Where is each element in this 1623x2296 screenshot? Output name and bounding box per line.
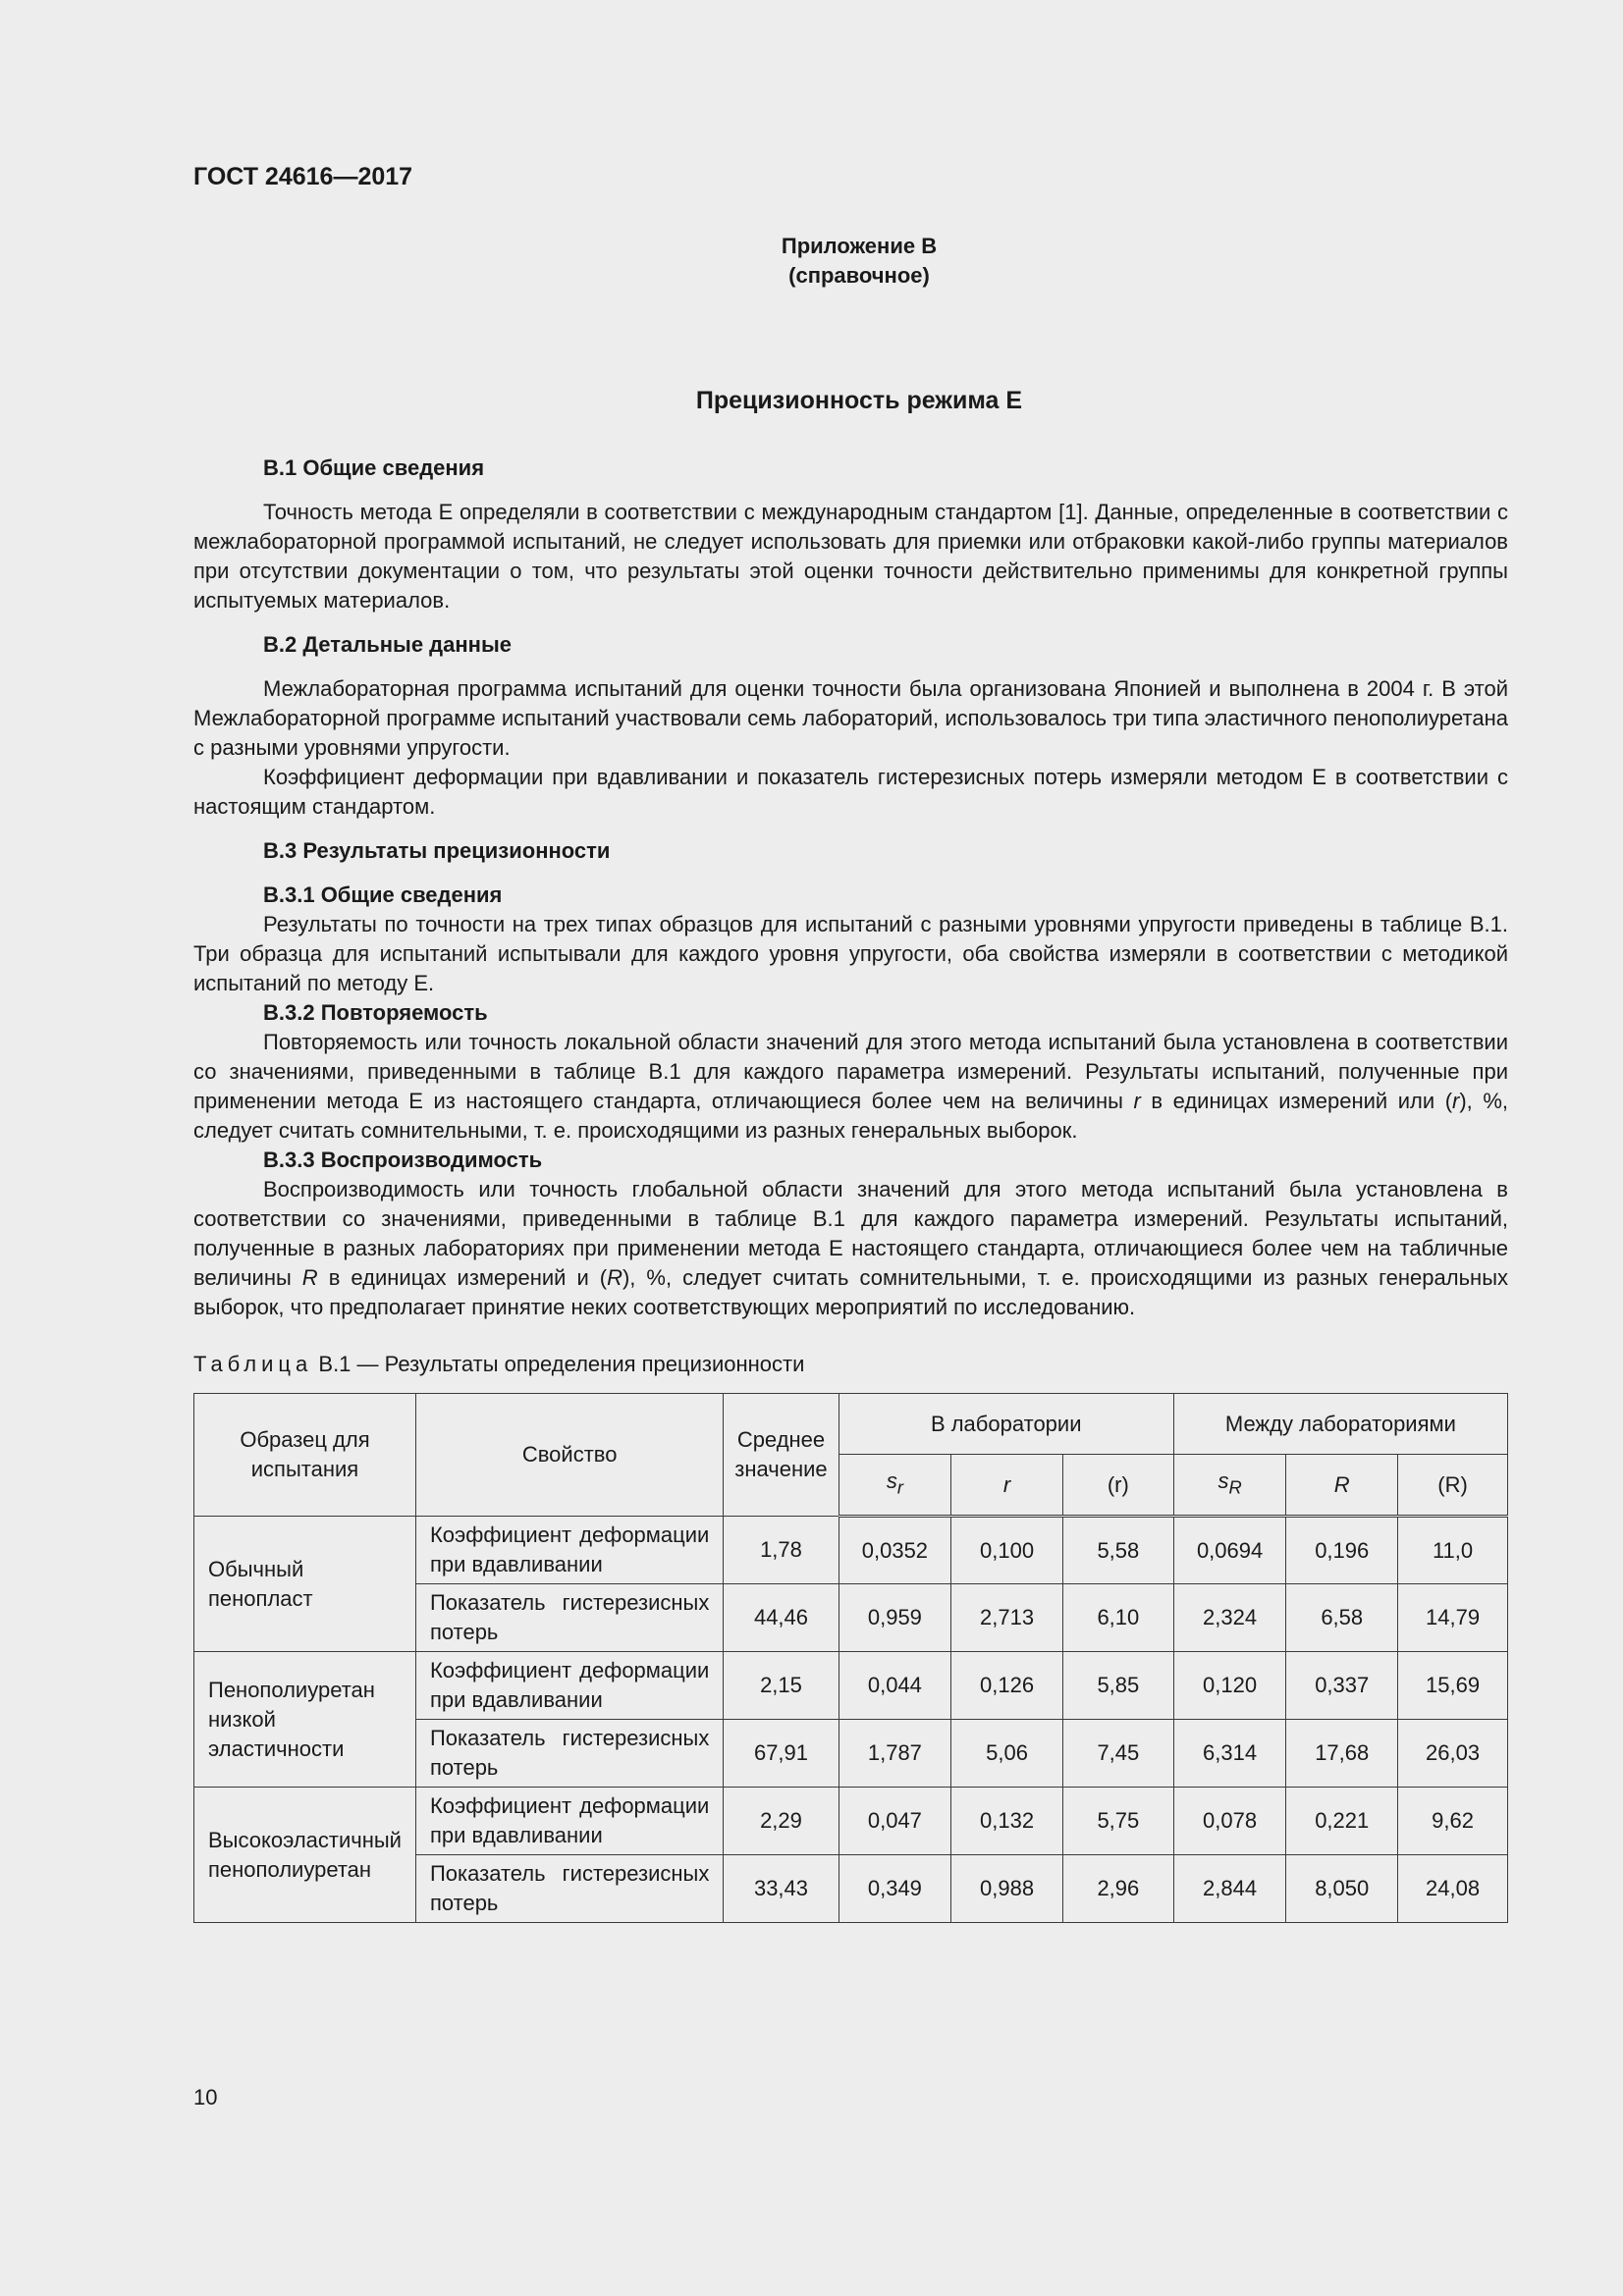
value-cell: 0,349 [839, 1855, 951, 1923]
col-header-between-labs: Между лабораториями [1173, 1394, 1507, 1455]
col-header-sR: $s_R$ [1173, 1455, 1286, 1517]
section-heading-b1: В.1 Общие сведения [263, 455, 485, 480]
value-cell: 2,29 [724, 1788, 839, 1855]
value-cell: 0,078 [1173, 1788, 1286, 1855]
value-cell: 2,713 [951, 1584, 1063, 1652]
value-cell: 26,03 [1398, 1720, 1508, 1788]
sample-cell: Пенополиуретан низкой эластичности [194, 1652, 416, 1788]
value-cell: 0,221 [1286, 1788, 1398, 1855]
annex-label: Приложение В [781, 234, 938, 258]
value-cell: 8,050 [1286, 1855, 1398, 1923]
col-header-sample: Образец для испытания [194, 1394, 416, 1517]
value-cell: 67,91 [724, 1720, 839, 1788]
property-cell: Коэффициент деформации при вдавливании [415, 1788, 723, 1855]
col-header-R-percent: (R) [1398, 1455, 1508, 1517]
value-cell: 9,62 [1398, 1788, 1508, 1855]
value-cell: 0,132 [951, 1788, 1063, 1855]
annex-title: Прецизионность режима Е [695, 387, 1023, 414]
value-cell: 0,120 [1173, 1652, 1286, 1720]
property-cell: Коэффициент деформации при вдавливании [415, 1652, 723, 1720]
value-cell: 33,43 [724, 1855, 839, 1923]
value-cell: 6,314 [1173, 1720, 1286, 1788]
value-cell: 0,0694 [1173, 1517, 1286, 1584]
section-heading-b3: В.3 Результаты прецизионности [263, 838, 611, 863]
section-heading-b2: В.2 Детальные данные [263, 632, 512, 657]
paragraph-b1: Точность метода Е определяли в соответствии с международным стандартом [1]. Данные, определенные в соответствии с межлабораторной программой испытаний, не следует использовать для приемки или отбраковки какой-либо группы материалов при отсутствии документации о том, что результаты этой оценки точности действительно применимы для конкретной группы испытуемых материалов. [193, 500, 1508, 613]
paragraph-b2-2: Коэффициент деформации при вдавливании и показатель гистерезисных потерь измеряли методом Е в соответствии с настоящим стандартом. [193, 765, 1508, 819]
table-row [194, 1517, 1508, 1584]
table-row [194, 1652, 1508, 1720]
value-cell: 0,959 [839, 1584, 951, 1652]
annex-heading [589, 232, 1129, 291]
value-cell: 5,75 [1062, 1788, 1173, 1855]
value-cell: 7,45 [1062, 1720, 1173, 1788]
value-cell: 1,78 [724, 1517, 839, 1584]
col-header-property: Свойство [415, 1394, 723, 1517]
value-cell: 1,787 [839, 1720, 951, 1788]
property-cell: Коэффициент деформации при вдавливании [415, 1517, 723, 1584]
sample-cell: Обычный пенопласт [194, 1517, 416, 1652]
annex-type: (справочное) [788, 263, 930, 288]
page-number: 10 [193, 2085, 218, 2109]
value-cell: 0,0352 [839, 1517, 951, 1584]
col-header-r: r [951, 1455, 1063, 1517]
table-body [194, 1517, 1508, 1923]
standard-designation: ГОСТ 24616—2017 [193, 163, 413, 190]
col-header-sr: $s_r$ [839, 1455, 951, 1517]
col-header-R: R [1286, 1455, 1398, 1517]
property-cell: Показатель гистерезисных потерь [415, 1720, 723, 1788]
paragraph-b32: Повторяемость или точность локальной области значений для этого метода испытаний была установлена в соответствии со значениями, приведенными в таблице В.1 для каждого параметра измерений. Результаты испытаний, полученные при применении метода Е из настоящего стандарта, отличающиеся более чем на величины r в единицах измерений или (r), %, следует считать сомнительными, т. е. происходящими из разных генеральных выборок. [193, 1030, 1509, 1143]
paragraph-b2-1: Межлабораторная программа испытаний для оценки точности была организована Японией и выполнена в 2004 г. В этой Межлабораторной программе испытаний участвовали семь лабораторий, использовалось три типа эластичного пенополиуретана с разными уровнями упругости. [193, 676, 1508, 760]
value-cell: 2,844 [1173, 1855, 1286, 1923]
value-cell: 2,96 [1062, 1855, 1173, 1923]
value-cell: 14,79 [1398, 1584, 1508, 1652]
paragraph-b31: Результаты по точности на трех типах образцов для испытаний с разными уровнями упругости приведены в таблице В.1. Три образца для испытаний испытывали для каждого уровня упругости, оба свойства измеряли в соответствии с методикой испытаний по методу Е. [193, 912, 1508, 995]
section-heading-b31: В.3.1 Общие сведения [263, 882, 503, 907]
value-cell: 11,0 [1398, 1517, 1508, 1584]
section-heading-b33: В.3.3 Воспроизводимость [263, 1148, 543, 1172]
value-cell: 44,46 [724, 1584, 839, 1652]
value-cell: 0,100 [951, 1517, 1063, 1584]
section-heading-b32: В.3.2 Повторяемость [263, 1000, 488, 1025]
document-body [193, 454, 1508, 1923]
property-cell: Показатель гистерезисных потерь [415, 1584, 723, 1652]
value-cell: 0,044 [839, 1652, 951, 1720]
value-cell: 5,06 [951, 1720, 1063, 1788]
property-cell: Показатель гистерезисных потерь [415, 1855, 723, 1923]
value-cell: 17,68 [1286, 1720, 1398, 1788]
value-cell: 0,047 [839, 1788, 951, 1855]
value-cell: 2,324 [1173, 1584, 1286, 1652]
value-cell: 6,10 [1062, 1584, 1173, 1652]
precision-table [193, 1393, 1508, 1923]
paragraph-b33: Воспроизводимость или точность глобальной области значений для этого метода испытаний была установлена в соответствии со значениями, приведенными в таблице В.1 для каждого параметра измерений. Результаты испытаний, полученные в разных лабораториях при применении метода Е настоящего стандарта, отличающиеся более чем на табличные величины R в единицах измерений и (R), %, следует считать сомнительными, т. е. происходящими из разных генеральных выборок, что предполагает принятие неких соответствующих мероприятий по исследованию. [193, 1177, 1509, 1319]
value-cell: 6,58 [1286, 1584, 1398, 1652]
value-cell: 15,69 [1398, 1652, 1508, 1720]
value-cell: 2,15 [724, 1652, 839, 1720]
table-caption: Таблица В.1 — Результаты определения прецизионности [193, 1352, 805, 1376]
value-cell: 5,85 [1062, 1652, 1173, 1720]
value-cell: 0,337 [1286, 1652, 1398, 1720]
value-cell: 24,08 [1398, 1855, 1508, 1923]
value-cell: 0,126 [951, 1652, 1063, 1720]
sample-cell: Высокоэластичный пенополиуретан [194, 1788, 416, 1923]
value-cell: 5,58 [1062, 1517, 1173, 1584]
col-header-r-percent: (r) [1062, 1455, 1173, 1517]
col-header-mean: Среднее значение [724, 1394, 839, 1517]
table-row [194, 1788, 1508, 1855]
col-header-within-lab: В лаборатории [839, 1394, 1173, 1455]
value-cell: 0,196 [1286, 1517, 1398, 1584]
value-cell: 0,988 [951, 1855, 1063, 1923]
